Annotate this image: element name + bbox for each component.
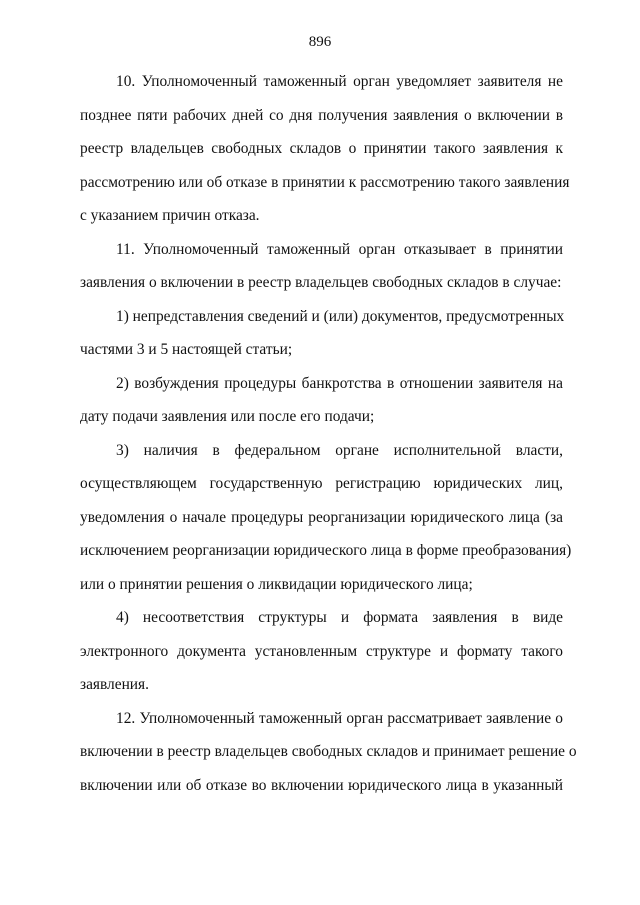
text-line: 1) непредставления сведений и (или) документов, предусмотренных — [116, 307, 565, 325]
text-line: 3) наличия в федеральном органе исполнительной власти, — [116, 441, 563, 459]
text-line: осуществляющем государственную регистрацию юридических лиц, — [80, 475, 563, 492]
text-line: включении в реестр владельцев свободных складов и принимает решение о — [80, 743, 577, 760]
text-line: с указанием причин отказа. — [80, 207, 260, 224]
text-line: заявления. — [80, 676, 149, 693]
paragraph-11 — [80, 233, 563, 300]
list-item-2 — [80, 367, 563, 434]
paragraph-10 — [80, 65, 570, 233]
paragraph-12 — [80, 702, 577, 803]
page-number: 896 — [308, 34, 332, 50]
list-item-3 — [80, 434, 572, 602]
text-line: заявления о включении в реестр владельцев свободных складов в случае: — [80, 274, 562, 291]
text-line: 12. Уполномоченный таможенный орган рассматривает заявление о — [116, 709, 563, 727]
list-item-1 — [80, 300, 563, 367]
text-line: частями 3 и 5 настоящей статьи; — [80, 341, 293, 358]
text-line: 11. Уполномоченный таможенный орган отказывает в принятии — [116, 240, 563, 258]
text-line: реестр владельцев свободных складов о принятии такого заявления к — [80, 140, 563, 157]
text-line: исключением реорганизации юридического лица в форме преобразования) — [80, 542, 572, 559]
text-line: 4) несоответствия структуры и формата заявления в виде — [116, 609, 563, 626]
text-line: электронного документа установленным структуре и формату такого — [80, 642, 563, 660]
text-line: включении или об отказе во включении юридического лица в указанный — [80, 776, 563, 794]
text-line: позднее пяти рабочих дней со дня получения заявления о включении в — [80, 106, 563, 124]
list-item-4 — [80, 601, 563, 702]
text-line: 2) возбуждения процедуры банкротства в отношении заявителя на — [116, 374, 563, 392]
document-body — [80, 65, 577, 802]
text-line: 10. Уполномоченный таможенный орган уведомляет заявителя не — [116, 73, 563, 90]
text-line: дату подачи заявления или после его подачи; — [80, 408, 375, 425]
text-line: рассмотрению или об отказе в принятии к рассмотрению такого заявления — [80, 173, 570, 191]
text-line: уведомления о начале процедуры реорганизации юридического лица (за — [80, 508, 563, 526]
text-line: или о принятии решения о ликвидации юридического лица; — [80, 575, 473, 593]
